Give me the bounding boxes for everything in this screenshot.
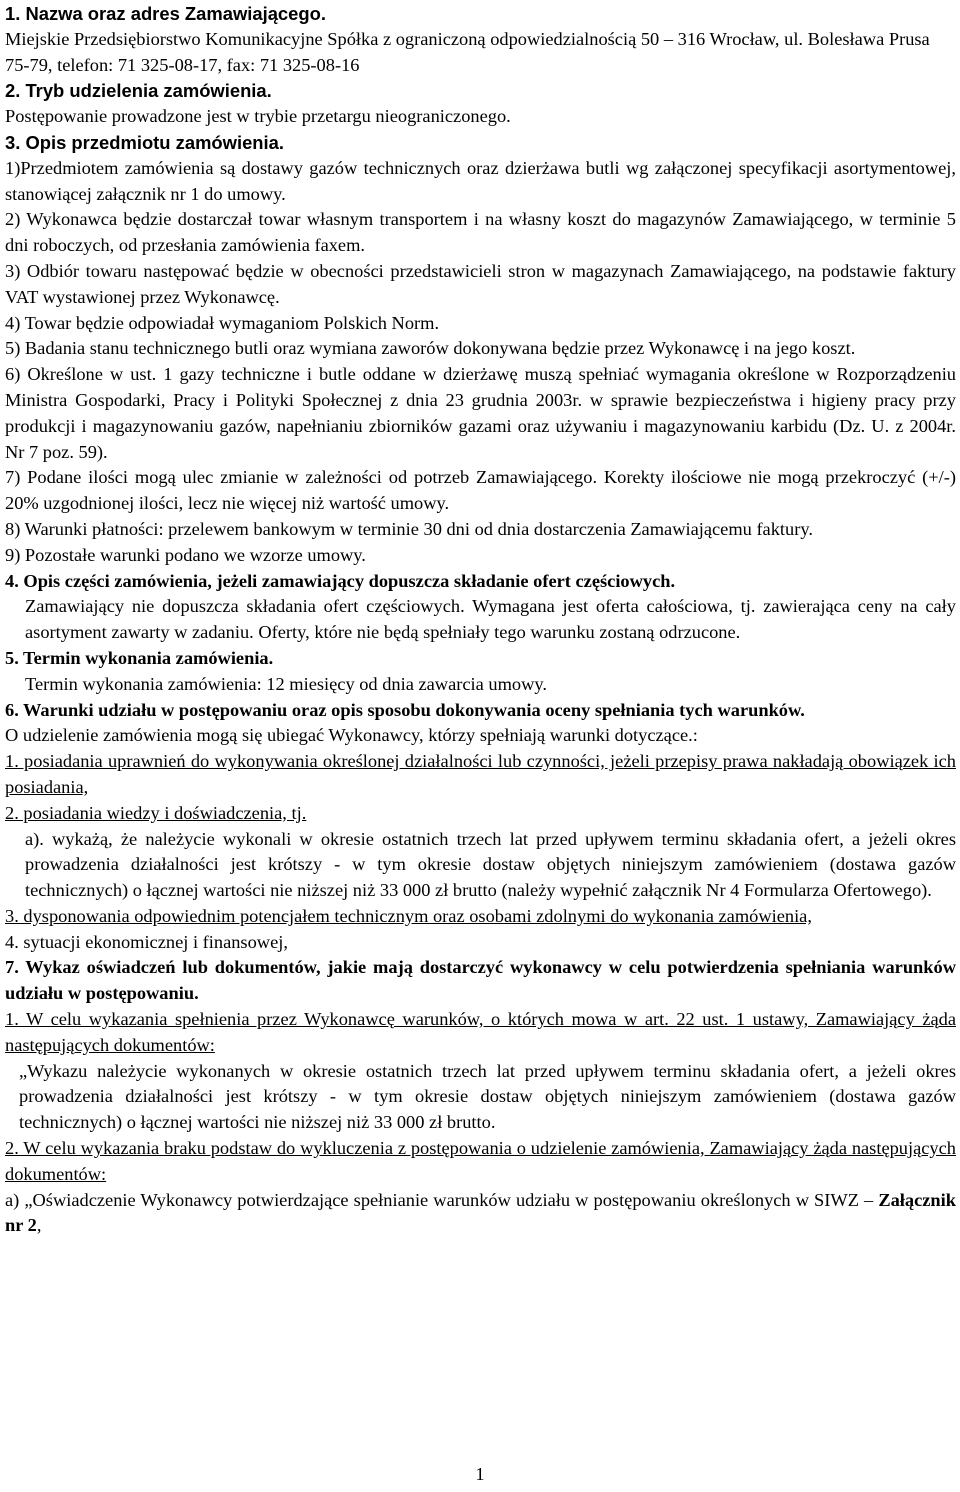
section-6-condition-1: 1. posiadania uprawnień do wykonywania określonej działalności lub czynności, jeżeli przepisy prawa nakładają obowiązek ich posiadania, — [5, 751, 956, 797]
section-3-item-7: 7) Podane ilości mogą ulec zmianie w zależności od potrzeb Zamawiającego. Korekty ilościowe nie mogą przekroczyć (+/-) 20% uzgodnionej ilości, lecz nie więcej niż wartość umowy. — [5, 467, 956, 514]
section-1-body: Miejskie Przedsiębiorstwo Komunikacyjne Spółka z ograniczoną odpowiedzialnością 50 – 316 Wrocław, ul. Bolesława Prusa 75-79, telefon: 71 325-08-17, fax: 71 325-08-16 — [5, 28, 930, 75]
section-6-condition-3: 3. dysponowania odpowiednim potencjałem technicznym oraz osobami zdolnymi do wykonania zamówienia, — [5, 905, 812, 926]
section-2-body: Postępowanie prowadzone jest w trybie przetargu nieograniczonego. — [5, 106, 511, 127]
section-7-point-1-quote: „Wykazu należycie wykonanych w okresie ostatnich trzech lat przed upływem terminu składania ofert, a jeżeli okres prowadzenia działalności jest krótszy - w tym okresie dostaw objętych niniejszym zamówieniem (dostawa gazów technicznych) o łącznej wartości nie niższej niż 33 000 zł brutto. — [19, 1060, 956, 1133]
section-6-heading: 6. Warunki udziału w postępowaniu oraz opis sposobu dokonywania oceny spełniania tych warunków. — [5, 699, 805, 720]
section-3-item-4: 4) Towar będzie odpowiadał wymaganiom Polskich Norm. — [5, 312, 440, 333]
section-3-item-9: 9) Pozostałe warunki podano we wzorze umowy. — [5, 544, 366, 565]
page-number: 1 — [475, 1464, 485, 1484]
section-7-point-2a-tail: , — [36, 1215, 42, 1236]
section-6-condition-2: 2. posiadania wiedzy i doświadczenia, tj. — [5, 802, 307, 823]
section-7-point-1: 1. W celu wykazania spełnienia przez Wykonawcę warunków, o których mowa w art. 22 ust. 1 ustawy, Zamawiający żąda następujących dokumentów: — [5, 1009, 956, 1055]
section-7-point-2a — [5, 1188, 956, 1240]
section-3-item-2: 2) Wykonawca będzie dostarczał towar własnym transportem i na własny koszt do magazynów Zamawiającego, w terminie 5 dni roboczych, od przesłania zamówienia faxem. — [5, 209, 956, 256]
section-3-heading: 3. Opis przedmiotu zamówienia. — [5, 131, 284, 153]
section-6-intro: O udzielenie zamówienia mogą się ubiegać Wykonawcy, którzy spełniają warunki dotyczące.: — [5, 725, 698, 746]
section-2-heading: 2. Tryb udzielenia zamówienia. — [5, 80, 272, 102]
section-3-item-8: 8) Warunki płatności: przelewem bankowym w terminie 30 dni od dnia dostarczenia Zamawiającemu faktury. — [5, 518, 813, 539]
section-3-item-3: 3) Odbiór towaru następować będzie w obecności przedstawicieli stron w magazynach Zamawiającego, na podstawie faktury VAT wystawionej przez Wykonawcę. — [5, 260, 956, 307]
section-5-body: Termin wykonania zamówienia: 12 miesięcy od dnia zawarcia umowy. — [25, 673, 547, 694]
section-7-point-2: 2. W celu wykazania braku podstaw do wykluczenia z postępowania o udzielenie zamówienia, Zamawiający żąda następujących dokumentów: — [5, 1138, 956, 1184]
section-3-item-1: 1)Przedmiotem zamówienia są dostawy gazów technicznych oraz dzierżawa butli wg załączonej specyfikacji asortymentowej, stanowiącej załącznik nr 1 do umowy. — [5, 157, 956, 204]
section-3-item-5: 5) Badania stanu technicznego butli oraz wymiana zaworów dokonywana będzie przez Wykonawcę i na jego koszt. — [5, 338, 856, 359]
section-7-heading: 7. Wykaz oświadczeń lub dokumentów, jakie mają dostarczyć wykonawcy w celu potwierdzenia spełniania warunków udziału w postępowaniu. — [5, 957, 956, 1004]
section-4-heading: 4. Opis części zamówienia, jeżeli zamawiający dopuszcza składanie ofert częściowych. — [5, 570, 676, 591]
section-1-heading: 1. Nazwa oraz adres Zamawiającego. — [5, 3, 326, 24]
section-7-point-2a-text: a) „Oświadczenie Wykonawcy potwierdzające spełnianie warunków udziału w postępowaniu określonych w SIWZ – — [5, 1189, 879, 1210]
section-7-point-2a-attachment: Załącznik nr 2 — [5, 1189, 956, 1236]
section-5-heading: 5. Termin wykonania zamówienia. — [5, 647, 274, 668]
section-6-condition-4: 4. sytuacji ekonomicznej i finansowej, — [5, 931, 288, 952]
section-4-body: Zamawiający nie dopuszcza składania ofert częściowych. Wymagana jest oferta całościowa, tj. zawierająca ceny na cały asortyment zawarty w zadaniu. Oferty, które nie będą spełniały tego warunku zostaną odrzucone. — [25, 596, 956, 643]
section-6-condition-2a: a). wykażą, że należycie wykonali w okresie ostatnich trzech lat przed upływem terminu składania ofert, a jeżeli okres prowadzenia działalności jest krótszy - w tym okresie dostaw objętych niniejszym zamówieniem (dostawa gazów technicznych) o łącznej wartości nie niższej niż 33 000 zł brutto (należy wypełnić załącznik Nr 4 Formularza Ofertowego). — [25, 828, 956, 901]
section-3-item-6: 6) Określone w ust. 1 gazy techniczne i butle oddane w dzierżawę muszą spełniać wymagania określone w Rozporządzeniu Ministra Gospodarki, Pracy i Polityki Społecznej z dnia 23 grudnia 2003r. w sprawie bezpieczeństwa i higieny pracy przy produkcji i magazynowaniu gazów, napełnianiu zbiorników gazami oraz używaniu i magazynowaniu karbidu (Dz. U. z 2004r. Nr 7 poz. 59). — [5, 364, 956, 462]
